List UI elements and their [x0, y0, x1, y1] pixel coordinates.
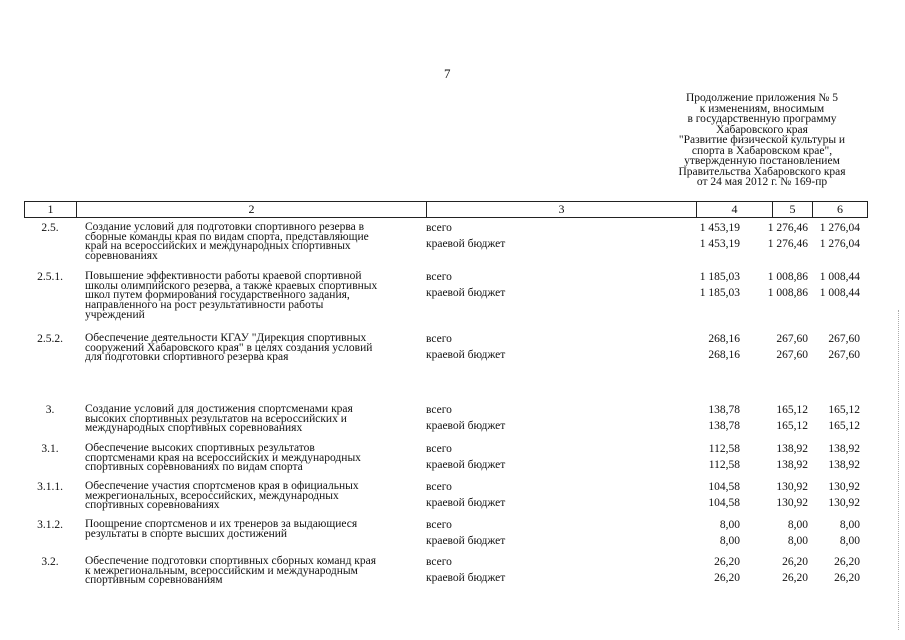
funding-source-total: всего — [426, 443, 452, 455]
value-col4: 1 453,19 — [699, 238, 740, 250]
row-name-line: Обеспечение подготовки спортивных сборных команд края — [85, 555, 377, 567]
row-number: 2.5. — [41, 222, 59, 234]
value-col4: 1 453,19 — [699, 222, 740, 234]
row-name-line: спортсменами края на всероссийских и международных — [85, 451, 361, 464]
value-col6: 8,00 — [839, 535, 860, 547]
row-name-line: соревнованиях — [85, 250, 158, 263]
row-name — [85, 482, 425, 511]
funding-source-budget: краевой бюджет — [426, 420, 506, 432]
appendix-header — [657, 93, 867, 188]
row-name-line: сборные команды края по видам спорта, представляющие — [85, 230, 369, 243]
value-col6: 138,92 — [828, 459, 860, 471]
funding-source-total: всего — [426, 222, 452, 234]
row-name — [85, 444, 425, 473]
row-name-line: Обеспечение высоких спортивных результатов — [85, 442, 315, 454]
row-name — [85, 223, 425, 262]
value-col6: 1 276,04 — [819, 238, 860, 250]
row-name-line: направленного на рост результативности работы — [85, 299, 324, 312]
header-line: утвержденную постановлением — [684, 155, 840, 167]
value-col5: 8,00 — [787, 519, 808, 531]
row-number: 3.2. — [41, 556, 59, 568]
header-line: Правительства Хабаровского края — [678, 165, 846, 178]
funding-source-budget: краевой бюджет — [426, 535, 506, 547]
row-number: 3.1.1. — [37, 481, 63, 493]
value-col6: 1 008,44 — [819, 271, 860, 283]
value-col4: 8,00 — [719, 519, 740, 531]
value-col4: 268,16 — [708, 333, 740, 345]
row-number: 3.1. — [41, 443, 59, 455]
value-col6: 267,60 — [828, 349, 860, 361]
value-col6: 1 276,04 — [819, 222, 860, 234]
row-name — [85, 520, 425, 539]
value-col4: 26,20 — [714, 556, 740, 568]
row-name-line: Создание условий для достижения спортсменами края — [85, 403, 353, 415]
value-col5: 138,92 — [776, 459, 808, 471]
value-col5: 1 276,46 — [767, 222, 808, 234]
row-name — [85, 272, 425, 321]
row-name-line: результаты в спорте высших достижений — [85, 527, 288, 540]
value-col4: 26,20 — [714, 572, 740, 584]
value-col5: 267,60 — [776, 349, 808, 361]
funding-source-budget: краевой бюджет — [426, 287, 506, 299]
value-col6: 8,00 — [839, 519, 860, 531]
column-header: 2 — [77, 202, 427, 217]
row-name-line: высоких спортивных результатов на всероссийских и — [85, 412, 347, 425]
row-number: 2.5.1. — [37, 271, 63, 283]
column-header: 6 — [837, 202, 843, 216]
value-col4: 104,58 — [708, 481, 740, 493]
value-col6: 130,92 — [828, 481, 860, 493]
row-number: 3.1.2. — [37, 519, 63, 531]
value-col6: 165,12 — [828, 404, 860, 416]
row-name-line: Обеспечение деятельности КГАУ "Дирекция спортивных — [85, 332, 367, 344]
row-name-line: учреждений — [85, 308, 145, 321]
row-name — [85, 405, 425, 434]
row-name-line: для подготовки спортивного резерва края — [85, 351, 289, 364]
row-name-line: спортивных соревнованиях по видам спорта — [85, 461, 303, 474]
value-col5: 1 276,46 — [767, 238, 808, 250]
funding-source-budget: краевой бюджет — [426, 497, 506, 509]
value-col4: 112,58 — [708, 459, 740, 471]
page-number: 7 — [444, 66, 451, 81]
value-col6: 26,20 — [834, 572, 860, 584]
column-header: 5 — [773, 202, 813, 217]
table-header-row — [24, 201, 868, 218]
value-col6: 1 008,44 — [819, 287, 860, 299]
funding-source-total: всего — [426, 333, 452, 345]
value-col6: 138,92 — [828, 443, 860, 455]
value-col4: 112,58 — [708, 443, 740, 455]
header-line: в государственную программу — [687, 113, 837, 125]
value-col4: 1 185,03 — [699, 287, 740, 299]
value-col4: 138,78 — [708, 404, 740, 416]
column-header: 1 — [25, 202, 77, 217]
funding-source-budget: краевой бюджет — [426, 459, 506, 471]
scan-edge-artifact — [896, 310, 899, 630]
value-col5: 26,20 — [782, 572, 808, 584]
funding-source-total: всего — [426, 481, 452, 493]
value-col6: 26,20 — [834, 556, 860, 568]
value-col5: 165,12 — [776, 404, 808, 416]
value-col5: 267,60 — [776, 333, 808, 345]
funding-source-total: всего — [426, 519, 452, 531]
value-col5: 130,92 — [776, 497, 808, 509]
header-line: от 24 мая 2012 г. № 169-пр — [696, 176, 828, 188]
row-name-line: Создание условий для подготовки спортивного резерва в — [85, 221, 365, 233]
column-header: 4 — [697, 202, 773, 217]
row-name-line: сооружений Хабаровского края" в целях создания условий — [85, 341, 373, 354]
value-col6: 165,12 — [828, 420, 860, 432]
value-col6: 267,60 — [828, 333, 860, 345]
row-number: 3. — [45, 404, 55, 416]
row-name-line: край на всероссийских и международных спортивных — [85, 240, 351, 253]
value-col5: 1 008,86 — [767, 271, 808, 283]
value-col5: 26,20 — [782, 556, 808, 568]
header-line: к изменениям, вносимым — [699, 102, 825, 115]
row-name-line: Обеспечение участия спортсменов края в официальных — [85, 480, 359, 492]
funding-source-budget: краевой бюджет — [426, 349, 506, 361]
value-col4: 104,58 — [708, 497, 740, 509]
row-name-line: спортивных соревнованиях — [85, 499, 220, 512]
header-line: спорта в Хабаровском крае", — [691, 144, 833, 157]
funding-source-total: всего — [426, 556, 452, 568]
value-col4: 138,78 — [708, 420, 740, 432]
value-col5: 138,92 — [776, 443, 808, 455]
value-col5: 165,12 — [776, 420, 808, 432]
row-name-line: Повышение эффективности работы краевой спортивной — [85, 270, 362, 282]
row-name-line: к межрегиональным, всероссийским и международным — [85, 564, 358, 577]
header-line: Продолжение приложения № 5 — [685, 92, 839, 104]
value-col4: 268,16 — [708, 349, 740, 361]
funding-source-total: всего — [426, 404, 452, 416]
header-line: "Развитие физической культуры и — [678, 134, 846, 146]
value-col4: 8,00 — [719, 535, 740, 547]
header-line: Хабаровского края — [716, 123, 808, 136]
value-col4: 1 185,03 — [699, 271, 740, 283]
row-name-line: школы олимпийского резерва, а также краевых спортивных — [85, 279, 378, 292]
row-name — [85, 557, 425, 586]
row-name-line: международных спортивных соревнованиях — [85, 422, 303, 435]
value-col5: 1 008,86 — [767, 287, 808, 299]
value-col6: 130,92 — [828, 497, 860, 509]
funding-source-budget: краевой бюджет — [426, 238, 506, 250]
funding-source-total: всего — [426, 271, 452, 283]
row-name-line: спортивным соревнованиям — [85, 574, 223, 587]
row-name-line: школ путем формирования государственного задания, — [85, 289, 350, 302]
value-col5: 130,92 — [776, 481, 808, 493]
row-name — [85, 334, 425, 363]
column-header: 3 — [427, 202, 697, 217]
value-col5: 8,00 — [787, 535, 808, 547]
row-name-line: Поощрение спортсменов и их тренеров за выдающиеся — [85, 518, 358, 530]
row-number: 2.5.2. — [37, 333, 63, 345]
funding-source-budget: краевой бюджет — [426, 572, 506, 584]
row-name-line: межрегиональных, всероссийских, международных — [85, 489, 339, 502]
